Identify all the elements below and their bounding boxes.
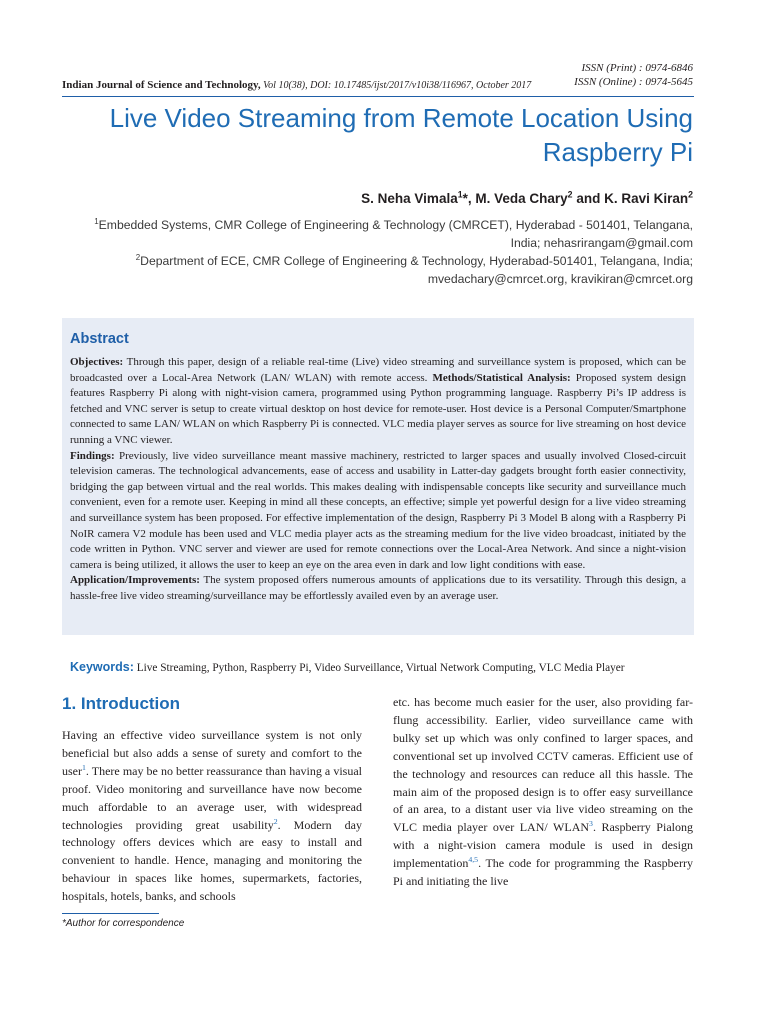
section-heading-introduction: 1. Introduction [62,694,181,713]
journal-meta: Vol 10(38), DOI: 10.17485/ijst/2017/v10i38/116967, October 2017 [260,80,532,91]
affiliation-2 [93,252,693,288]
citation-2[interactable]: 2 [273,816,278,826]
application-text: The system proposed offers numerous amounts of applications due to its versatility. Through this design, a hassle-free live video streaming/surveillance may be effortlessly availed even by an average user. [70,574,686,602]
keywords-text: Live Streaming, Python, Raspberry Pi, Video Surveillance, Virtual Network Computing, VLC Media Player [133,662,625,674]
findings-text: Previously, live video surveillance meant massive machinery, restricted to larger spaces and usually involved Closed-circuit television cameras. The technological advancements, ease of access and usability in Latter-day gadgets brought forth easier connectivity, bridging the gap between virtual and the real worlds. This makes dealing with indispensable concepts like security and surveillance much convenient, even for a remote user. Keeping in mind all these concepts, an effective; simple yet powerful design for a live video streaming and surveillance system has been proposed. For effective implementation of the design, Raspberry Pi 3 Model B along with a Raspberry Pi NoIR camera V2 module has been used and VLC media player acts as the streaming medium for the live video broadcast, initiated by the code written in Python. VNC server and viewer are used for remote connections over the Local-Area Network. And since a night-vision camera is being utilized, it allows the user to keep an eye on the area even in dark and low light conditions with ease. [70,449,686,571]
findings-label: Findings: [70,449,115,462]
footnote-correspondence: *Author for correspondence [62,918,185,929]
affiliation-1-sup: 1 [94,216,99,226]
issn-online: ISSN (Online) : 0974-5645 [574,76,693,88]
affiliation-2-text: Department of ECE, CMR College of Engineering & Technology, Hyderabad-501401, Telangana, India; mvedachary@cmrcet.org, kravikiran@cmrcet.org [140,254,693,286]
citation-4-5[interactable]: 4,5 [468,855,479,865]
author-3-sup: 2 [688,189,693,200]
abstract-application [70,573,686,604]
author-and: and [572,191,605,206]
methods-label: Methods/Statistical Analysis: [432,371,571,384]
methods-text: Proposed system design features Raspberry Pi along with night-vision camera, programmed using Python programming language. Raspberry Pi’s IP address is fetched and VNC server is setup to create virtual desktop on host device for remote-user. Host device is a Personal Computer/Smartphone connected to same LAN/ WLAN on which Raspberry Pi is connected. VLC media player serves as source for live streaming on host device running a VNC viewer. [70,371,686,446]
abstract-body [70,355,686,605]
affiliations [93,216,693,288]
objectives-text: Through this paper, design of a reliable real-time (Live) video streaming and surveillance system is proposed, which can be broadcasted over a Local-Area Network (LAN/ WLAN) with remote access. [70,356,686,384]
author-line [361,191,693,206]
citation-3[interactable]: 3 [589,819,593,829]
intro-right-text-3: . The code for programming the Raspberry Pi and initiating the live [393,856,693,889]
intro-right-text-2: . Raspberry Pialong with a night-vision camera module is used in design implementation [393,820,693,871]
issn-block [574,61,693,89]
journal-citation [62,79,531,91]
author-1-mark: *, [462,191,476,206]
issn-print: ISSN (Print) : 0974-6846 [581,62,693,74]
objectives-label: Objectives: [70,356,124,368]
citation-1[interactable]: 1 [82,762,86,772]
paper-title: Live Video Streaming from Remote Location Using Raspberry Pi [109,103,693,167]
footnote-rule [62,913,159,914]
intro-paragraph-right [393,694,693,891]
intro-column-right [393,694,693,891]
intro-right-text-1: etc. has become much easier for the user, also providing far-flung accessibility. Earlier, video surveillance came with bulky set up which was only confined to larger spaces, and conventional set up involved CCTV cameras. Efficient use of the technology and resources can reduce all this hassle. The main aim of the proposed design is to offer easy surveillance of an area, to a distant user via live video streaming on the VLC media player over LAN/ WLAN [393,695,693,835]
affiliation-1 [93,216,693,252]
intro-left-text-3: . Modern day technology offers devices which are easy to install and convenient to handle. Hence, managing and monitoring the behaviour in spaces like homes, supermarkets, factories, hospitals, hotels, banks, and schools [62,817,362,904]
abstract-objectives [70,355,686,449]
affiliation-2-sup: 2 [135,252,141,262]
author-2-sup: 2 [567,189,573,200]
abstract-box [62,318,694,635]
application-label: Application/Improvements: [70,574,200,587]
author-3: K. Ravi Kiran [604,191,689,206]
intro-left-text-1: Having an effective video surveillance system is not only beneficial but also adds a sense of surety and comfort to the user [62,728,362,778]
header-rule [62,96,694,97]
abstract-findings [70,449,686,574]
affiliation-1-text: Embedded Systems, CMR College of Engineering & Technology (CMRCET), Hyderabad - 501401, Telangana, India; nehasrirangam@gmail.com [98,218,693,250]
intro-left-text-2: . There may be no better reassurance than having a visual proof. Video monitoring and surveillance have now become much affordable to an average user, with widespread technologies providing great usability [62,763,362,832]
author-2: M. Veda Chary [475,191,568,206]
journal-name: Indian Journal of Science and Technology, [62,79,261,91]
keywords-label: Keywords: [70,660,134,674]
author-1: S. Neha Vimala [361,191,458,206]
author-1-sup: 1 [457,189,463,200]
intro-paragraph-left [62,727,362,906]
abstract-heading: Abstract [70,331,129,347]
intro-column-left [62,727,362,906]
keywords [70,660,696,674]
